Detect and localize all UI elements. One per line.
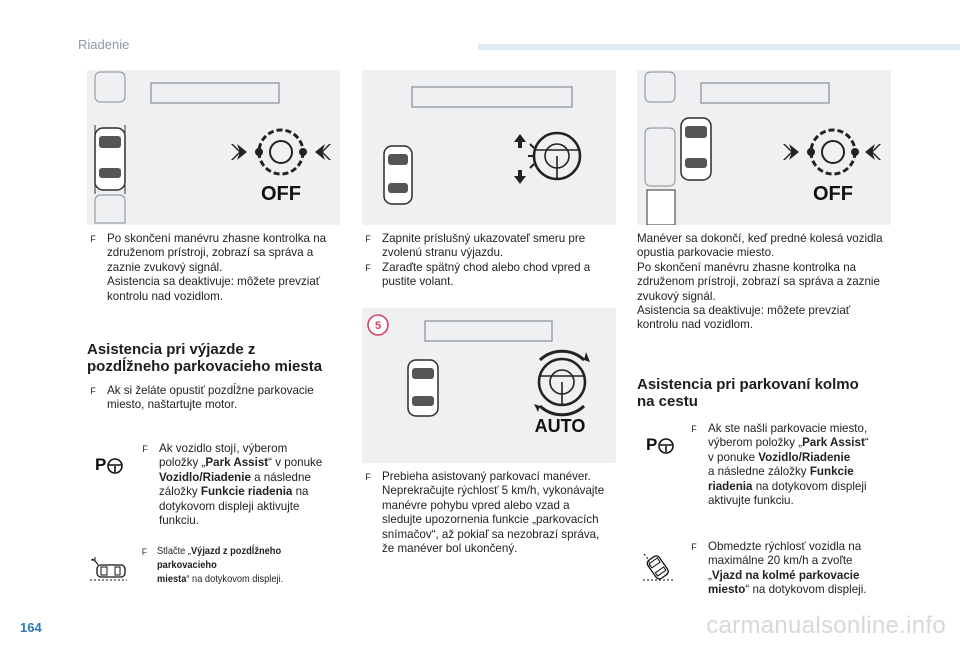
text-line: snímačov“, až pokiaľ sa nezobrazí správa, <box>382 527 600 541</box>
illustration-perpendicular-off <box>637 70 891 225</box>
col1-bullet-start-engine <box>87 384 347 413</box>
text-line: Po skončení manévru zhasne kontrolka na <box>107 232 327 245</box>
bullet-marker: F <box>141 547 147 557</box>
text-line: riadenia na dotykovom displeji <box>708 479 867 493</box>
col3-bullet-limit-speed <box>688 540 903 598</box>
text-line: Ak ste našli parkovacie miesto, <box>708 422 868 435</box>
col1-bullet-activate <box>139 442 349 528</box>
text-line: združenom prístroji, zobrazí sa správa a <box>107 246 314 260</box>
col1-bullet-end-of-maneuver <box>87 232 347 304</box>
park-assist-button-icon <box>645 432 677 456</box>
text-line: pustite volant. <box>382 275 454 289</box>
park-assist-button-icon <box>94 452 126 476</box>
heading-line: na cestu <box>637 393 698 410</box>
bullet-marker: F <box>90 234 96 244</box>
text-line: Manéver sa dokončí, keď predné kolesá vozidla <box>637 232 883 245</box>
illustration-auto-steering <box>362 308 616 463</box>
parallel-exit-icon <box>88 556 128 582</box>
text-line: dotykovom displeji aktivujte <box>159 499 300 513</box>
heading-line: Asistencia pri parkovaní kolmo <box>637 376 859 393</box>
text-line: zvolenú stranu výjazdu. <box>382 246 504 260</box>
text-line: združenom prístroji, zobrazí sa správa a zaznie <box>637 275 880 289</box>
step-badge-number: 5 <box>374 320 382 332</box>
text-line: Po skončení manévru zhasne kontrolka na <box>637 260 857 274</box>
bullet-marker: F <box>691 542 697 552</box>
text-line: Zaraďte spätný chod alebo chod vpred a <box>382 260 591 274</box>
col3-bullet-activate <box>688 422 903 508</box>
heading-parallel-exit <box>87 341 357 375</box>
text-line: funkciu. <box>159 514 199 528</box>
text-line: Stlačte „Výjazd z pozdĺžneho parkovacieho <box>157 546 282 571</box>
page-number: 164 <box>20 620 42 635</box>
text-line: Prebieha asistovaný parkovací manéver. <box>382 470 591 483</box>
header-accent-bar <box>478 44 960 50</box>
text-line: Neprekračujte rýchlosť 5 km/h, vykonávajte <box>382 484 605 498</box>
section-title: Riadenie <box>78 37 130 52</box>
text-line: položky „Park Assist“ v ponuke <box>159 456 323 470</box>
bullet-marker: F <box>365 472 371 482</box>
bullet-marker: F <box>90 386 96 396</box>
text-line: kontrolu nad vozidlom. <box>107 289 223 303</box>
text-line: zvukový signál. <box>637 289 716 303</box>
text-line: že manéver bol ukončený. <box>382 542 518 556</box>
text-line: Obmedzte rýchlosť vozidla na <box>708 540 862 553</box>
text-line: manévre pohybu vpred alebo vzad a <box>382 498 570 512</box>
bullet-marker: F <box>142 444 148 454</box>
text-line: Asistencia sa deaktivuje: môžete prevziať <box>637 304 851 318</box>
text-line: kontrolu nad vozidlom. <box>637 318 753 332</box>
text-line: a následne záložky Funkcie <box>708 465 854 479</box>
text-line: Ak vozidlo stojí, výberom <box>159 442 288 455</box>
text-line: aktivujte funkciu. <box>708 494 794 508</box>
text-line: opustia parkovacie miesto. <box>637 246 775 260</box>
text-line: miesta“ na dotykovom displeji. <box>157 574 284 585</box>
text-line: Zapnite príslušný ukazovateľ smeru pre <box>382 232 586 245</box>
col2-bullets-indicator-gear <box>362 232 622 290</box>
text-line: zaznie zvukový signál. <box>107 260 223 274</box>
text-line: miesto, naštartujte motor. <box>107 398 238 412</box>
col2-bullet-assisted-maneuver <box>362 470 627 556</box>
off-label: OFF <box>813 183 853 205</box>
auto-label: AUTO <box>534 416 586 436</box>
text-line: sledujte upozornenia funkcie „parkovacích <box>382 513 599 527</box>
bullet-marker: F <box>365 262 371 273</box>
text-line: maximálne 20 km/h a zvoľte <box>708 554 853 568</box>
heading-line: pozdĺžneho parkovacieho miesta <box>87 358 323 375</box>
text-line: záložky Funkcie riadenia na <box>159 485 309 499</box>
text-line: miesto“ na dotykovom displeji. <box>708 583 867 597</box>
perpendicular-parking-icon <box>640 550 676 582</box>
col1-bullet-press-exit <box>139 545 359 587</box>
illustration-parking-exit-off <box>87 70 340 225</box>
text-line: Ak si želáte opustiť pozdĺžne parkovacie <box>107 384 314 397</box>
svg-text:P: P <box>95 455 107 474</box>
watermark: carmanualsonline.info <box>706 612 946 639</box>
heading-line: Asistencia pri výjazde z <box>87 341 256 358</box>
text-line: výberom položky „Park Assist“ <box>708 436 869 450</box>
bullet-marker: F <box>365 234 371 244</box>
illustration-indicator-steering <box>362 70 616 225</box>
text-line: Vozidlo/Riadenie a následne <box>159 470 311 484</box>
bullet-marker: F <box>691 424 697 434</box>
col3-completion-paragraph <box>637 232 912 333</box>
off-label: OFF <box>261 183 301 205</box>
svg-text:P: P <box>646 435 658 454</box>
text-line: „Vjazd na kolmé parkovacie <box>708 568 860 582</box>
text-line: v ponuke Vozidlo/Riadenie <box>708 450 851 464</box>
text-line: Asistencia sa deaktivuje: môžete prevziať <box>107 275 321 289</box>
heading-perpendicular-parking <box>637 376 917 410</box>
